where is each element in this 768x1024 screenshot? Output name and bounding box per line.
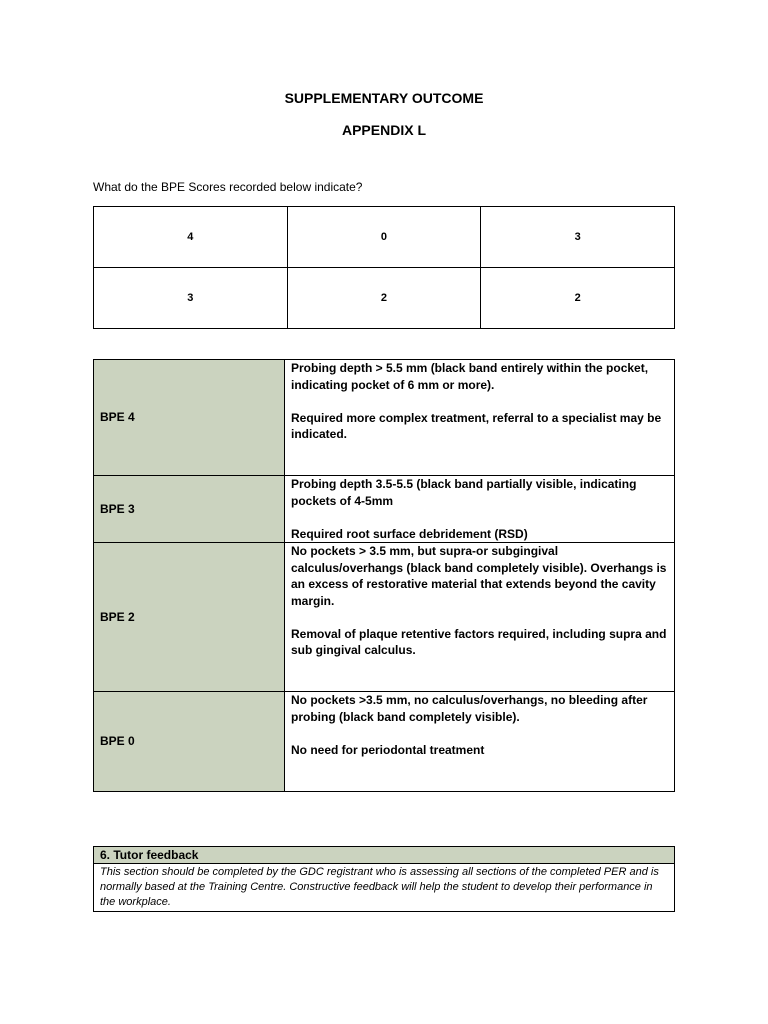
- feedback-instructions: This section should be completed by the GDC registrant who is assessing all sections of the completed PER and is normally based at the Training Centre. Constructive feedback will help the student to develop their performance in the workplace.: [94, 864, 675, 912]
- bpe-row: [94, 692, 675, 792]
- score-cell: 0: [287, 207, 481, 268]
- bpe-paragraph: Required more complex treatment, referral to a specialist may be indicated.: [291, 410, 662, 441]
- bpe-paragraph: No pockets > 3.5 mm, but supra-or subgingival calculus/overhangs (black band completely visible). Overhangs is an excess of restorative material that extends beyond the cavity margin.: [291, 544, 667, 608]
- tutor-feedback-section: [93, 846, 675, 912]
- bpe-description: [285, 543, 675, 692]
- score-cell: 3: [481, 207, 675, 268]
- bpe-label: BPE 3: [94, 476, 285, 543]
- scores-row: [94, 207, 675, 268]
- page-title: SUPPLEMENTARY OUTCOME: [284, 90, 484, 106]
- appendix-label: APPENDIX L: [341, 122, 426, 138]
- bpe-scores-grid: [93, 206, 675, 329]
- scores-row: [94, 268, 675, 329]
- bpe-row: [94, 360, 675, 476]
- feedback-heading: 6. Tutor feedback: [94, 847, 675, 864]
- feedback-header-row: [94, 847, 675, 864]
- score-cell: 4: [94, 207, 288, 268]
- bpe-row: [94, 543, 675, 692]
- bpe-paragraph: No need for periodontal treatment: [291, 742, 485, 757]
- bpe-definitions-table: [93, 359, 675, 792]
- bpe-paragraph: Probing depth > 5.5 mm (black band entirely within the pocket, indicating pocket of 6 mm or more).: [291, 361, 649, 392]
- bpe-label: BPE 4: [94, 360, 285, 476]
- feedback-body-row: [94, 864, 675, 912]
- bpe-label: BPE 0: [94, 692, 285, 792]
- bpe-paragraph: Removal of plaque retentive factors required, including supra and sub gingival calculus.: [291, 626, 667, 657]
- bpe-description: [285, 476, 675, 543]
- bpe-paragraph: No pockets >3.5 mm, no calculus/overhangs, no bleeding after probing (black band completely visible).: [291, 693, 648, 724]
- question-text: What do the BPE Scores recorded below indicate?: [93, 180, 363, 194]
- bpe-paragraph: Required root surface debridement (RSD): [291, 526, 528, 541]
- bpe-row: [94, 476, 675, 543]
- bpe-label: BPE 2: [94, 543, 285, 692]
- score-cell: 2: [287, 268, 481, 329]
- bpe-description: [285, 360, 675, 476]
- bpe-description: [285, 692, 675, 792]
- score-cell: 2: [481, 268, 675, 329]
- bpe-paragraph: Probing depth 3.5-5.5 (black band partially visible, indicating pockets of 4-5mm: [291, 477, 637, 508]
- score-cell: 3: [94, 268, 288, 329]
